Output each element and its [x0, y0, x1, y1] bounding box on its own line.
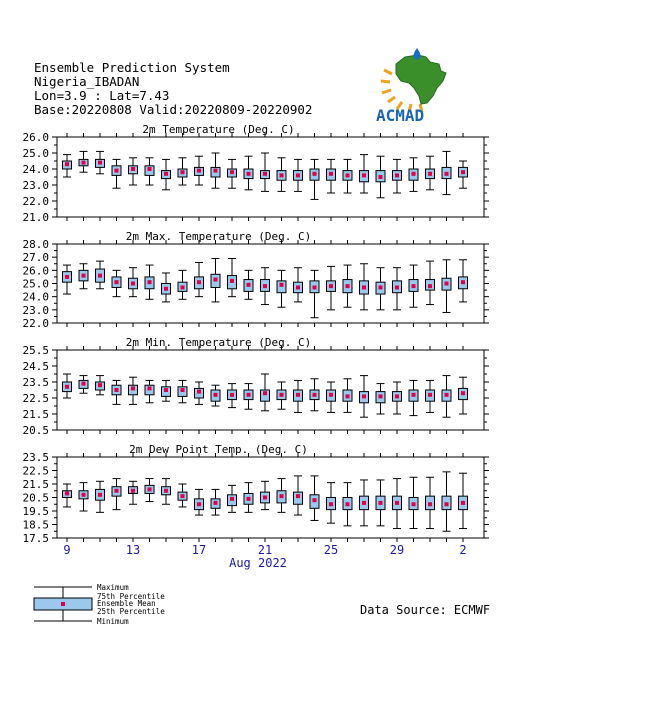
box-day-7: [162, 273, 171, 302]
y-tick-label: 25.0: [22, 147, 49, 160]
mean-marker: [329, 393, 333, 397]
mean-marker: [148, 167, 152, 171]
box-day-23: [426, 261, 435, 304]
mean-marker: [164, 172, 168, 176]
mean-marker: [131, 282, 135, 286]
box-day-1: [63, 155, 72, 177]
mean-marker: [98, 383, 102, 387]
box-day-1: [63, 265, 72, 294]
mean-marker: [296, 173, 300, 177]
box-day-11: [228, 159, 237, 188]
box-day-18: [343, 483, 352, 526]
mean-marker: [296, 494, 300, 498]
mean-marker: [247, 497, 251, 501]
box-day-19: [360, 264, 369, 310]
mean-marker: [131, 489, 135, 493]
box-day-3: [96, 376, 105, 395]
mean-marker: [263, 172, 267, 176]
mean-marker: [395, 173, 399, 177]
box-day-18: [343, 379, 352, 413]
mean-marker: [428, 172, 432, 176]
mean-marker: [82, 382, 86, 386]
y-tick-label: 20.5: [22, 491, 49, 505]
mean-marker: [115, 280, 119, 284]
mean-marker: [65, 491, 69, 495]
mean-marker: [346, 394, 350, 398]
box-day-4: [112, 159, 121, 188]
box-day-14: [277, 382, 286, 409]
mean-marker: [428, 393, 432, 397]
box-day-16: [310, 476, 319, 521]
box-day-17: [327, 266, 336, 309]
y-tick-label: 26.0: [22, 264, 49, 278]
mean-marker: [461, 280, 465, 284]
mean-marker: [230, 170, 234, 174]
box-day-24: [442, 151, 451, 194]
y-tick-label: 20.5: [22, 424, 49, 437]
panel-title: 2m Max. Temperature (Deg. C): [125, 230, 312, 243]
mean-marker: [412, 284, 416, 288]
box-day-7: [162, 380, 171, 401]
mean-marker: [197, 390, 201, 394]
box-day-11: [228, 258, 237, 296]
mean-marker: [461, 170, 465, 174]
legend-maximum: Maximum: [97, 583, 129, 592]
mean-marker: [230, 497, 234, 501]
mean-marker: [181, 170, 185, 174]
mean-marker: [313, 393, 317, 397]
acmad-logo: [376, 48, 446, 125]
box-day-17: [327, 483, 336, 524]
box-day-10: [211, 258, 220, 301]
box-day-12: [244, 270, 253, 299]
mean-marker: [362, 285, 366, 289]
mean-marker: [197, 169, 201, 173]
box-day-23: [426, 477, 435, 528]
mean-marker: [247, 393, 251, 397]
box-day-18: [343, 265, 352, 307]
box-day-1: [63, 484, 72, 507]
mean-marker: [214, 278, 218, 282]
mean-marker: [445, 502, 449, 506]
mean-marker: [115, 169, 119, 173]
legend-mean-marker: [61, 602, 65, 606]
mean-marker: [131, 386, 135, 390]
y-tick-label: 26.0: [22, 131, 49, 144]
box-day-4: [112, 270, 121, 296]
box-day-20: [376, 268, 385, 310]
box-day-13: [261, 268, 270, 305]
y-tick-label: 22.5: [22, 392, 49, 405]
iqr-box: [294, 492, 303, 504]
y-tick-label: 28.0: [22, 238, 49, 251]
box-day-7: [162, 479, 171, 505]
mean-marker: [362, 394, 366, 398]
header-coordinates: Lon=3.9 : Lat=7.43: [34, 88, 170, 103]
box-day-13: [261, 374, 270, 411]
mean-marker: [214, 501, 218, 505]
y-tick-label: 24.5: [22, 360, 49, 373]
box-day-24: [442, 472, 451, 531]
legend-p75: 75th Percentile: [97, 592, 165, 601]
box-day-18: [343, 159, 352, 193]
box-day-16: [310, 379, 319, 411]
box-day-15: [294, 476, 303, 515]
mean-marker: [445, 172, 449, 176]
mean-marker: [214, 393, 218, 397]
y-tick-label: 24.0: [22, 290, 49, 304]
africa-icon: [396, 55, 446, 104]
box-day-14: [277, 158, 286, 192]
mean-marker: [379, 175, 383, 179]
box-day-12: [244, 384, 253, 410]
box-day-7: [162, 159, 171, 189]
box-day-15: [294, 380, 303, 412]
box-day-15: [294, 268, 303, 302]
panel-frame: [57, 137, 484, 217]
panel-title: 2m Temperature (Deg. C): [142, 123, 295, 136]
mean-marker: [247, 172, 251, 176]
box-day-19: [360, 376, 369, 418]
box-day-6: [145, 158, 154, 185]
box-day-12: [244, 156, 253, 190]
mean-marker: [65, 385, 69, 389]
box-day-22: [409, 380, 418, 415]
panel-2: [23, 230, 490, 330]
box-day-6: [145, 380, 154, 402]
mean-marker: [296, 393, 300, 397]
x-tick-label: 17: [191, 543, 207, 557]
mean-marker: [428, 284, 432, 288]
box-day-21: [393, 382, 402, 414]
box-day-11: [228, 384, 237, 408]
mean-marker: [445, 393, 449, 397]
mean-marker: [313, 498, 317, 502]
mean-marker: [280, 173, 284, 177]
mean-marker: [164, 388, 168, 392]
box-day-22: [409, 265, 418, 307]
box-day-9: [195, 382, 204, 404]
mean-marker: [445, 282, 449, 286]
mean-marker: [115, 388, 119, 392]
data-source: Data Source: ECMWF: [360, 603, 491, 617]
box-day-5: [129, 377, 138, 404]
mean-marker: [313, 285, 317, 289]
box-day-3: [96, 151, 105, 173]
mean-marker: [197, 280, 201, 284]
box-day-19: [360, 155, 369, 193]
x-tick-label: 29: [389, 543, 405, 557]
box-day-17: [327, 382, 336, 412]
mean-marker: [214, 169, 218, 173]
mean-marker: [379, 285, 383, 289]
mean-marker: [197, 502, 201, 506]
mean-marker: [148, 487, 152, 491]
mean-marker: [181, 388, 185, 392]
box-day-20: [376, 384, 385, 414]
y-tick-label: 27.0: [22, 251, 49, 265]
mean-marker: [379, 501, 383, 505]
header-title: Ensemble Prediction System: [34, 60, 230, 75]
box-day-10: [211, 385, 220, 406]
x-tick-label: 13: [125, 543, 141, 557]
y-tick-label: 22.0: [22, 317, 49, 330]
mean-marker: [82, 493, 86, 497]
y-tick-label: 23.0: [22, 179, 49, 192]
box-day-13: [261, 481, 270, 509]
mean-marker: [148, 280, 152, 284]
box-day-21: [393, 159, 402, 193]
box-day-10: [211, 153, 220, 188]
box-day-24: [442, 376, 451, 418]
box-day-2: [79, 264, 88, 289]
box-day-25: [459, 260, 468, 302]
box-day-20: [376, 156, 385, 198]
x-tick-label: 2: [459, 543, 467, 557]
box-day-22: [409, 477, 418, 528]
mean-marker: [461, 501, 465, 505]
header-dates: Base:20220808 Valid:20220809-20220902: [34, 102, 313, 117]
mean-marker: [164, 489, 168, 493]
mean-marker: [230, 393, 234, 397]
panel-3: [23, 336, 490, 437]
mean-marker: [280, 393, 284, 397]
mean-marker: [115, 489, 119, 493]
mean-marker: [247, 283, 251, 287]
box-day-13: [261, 153, 270, 191]
mean-marker: [164, 287, 168, 291]
mean-marker: [82, 161, 86, 165]
box-day-9: [195, 489, 204, 515]
panel-frame: [57, 457, 484, 538]
legend-p25: 25th Percentile: [97, 607, 165, 616]
panel-1: [23, 123, 490, 224]
box-day-16: [310, 159, 319, 199]
mean-marker: [263, 284, 267, 288]
box-day-5: [129, 481, 138, 504]
mean-marker: [362, 501, 366, 505]
y-tick-label: 24.0: [22, 163, 49, 176]
box-day-23: [426, 380, 435, 412]
mean-marker: [280, 494, 284, 498]
box-day-11: [228, 485, 237, 512]
box-day-3: [96, 481, 105, 512]
y-tick-label: 18.5: [22, 518, 49, 532]
mean-marker: [346, 284, 350, 288]
mean-marker: [263, 391, 267, 395]
mean-marker: [346, 173, 350, 177]
box-day-10: [211, 489, 220, 515]
box-day-5: [129, 158, 138, 185]
mean-marker: [98, 493, 102, 497]
water-drop-icon: [413, 48, 420, 60]
box-day-12: [244, 483, 253, 513]
mean-marker: [412, 393, 416, 397]
box-day-25: [459, 377, 468, 414]
logo-text: ACMAD: [376, 106, 425, 125]
mean-marker: [296, 285, 300, 289]
mean-marker: [329, 172, 333, 176]
box-day-9: [195, 262, 204, 296]
box-day-19: [360, 480, 369, 526]
mean-marker: [412, 172, 416, 176]
mean-marker: [148, 386, 152, 390]
x-tick-label: 21: [257, 543, 273, 557]
box-day-4: [112, 380, 121, 404]
box-day-9: [195, 156, 204, 185]
box-day-8: [178, 158, 187, 185]
mean-marker: [395, 394, 399, 398]
x-tick-label: 25: [323, 543, 339, 557]
y-tick-label: 21.5: [22, 408, 49, 421]
box-day-24: [442, 260, 451, 313]
x-tick-label: 9: [63, 543, 71, 557]
panel-4: [23, 443, 490, 545]
mean-marker: [428, 502, 432, 506]
y-tick-label: 22.5: [22, 464, 49, 478]
box-day-21: [393, 479, 402, 529]
mean-marker: [230, 279, 234, 283]
box-day-20: [376, 480, 385, 526]
box-day-22: [409, 158, 418, 192]
mean-marker: [263, 496, 267, 500]
mean-marker: [313, 172, 317, 176]
box-day-5: [129, 268, 138, 297]
y-tick-label: 23.5: [22, 376, 49, 389]
box-day-6: [145, 265, 154, 299]
y-tick-label: 17.5: [22, 532, 49, 545]
mean-marker: [346, 502, 350, 506]
box-day-21: [393, 268, 402, 310]
legend-minimum: Minimum: [97, 617, 129, 626]
mean-marker: [362, 173, 366, 177]
box-day-23: [426, 156, 435, 190]
box-day-6: [145, 479, 154, 502]
box-day-1: [63, 374, 72, 398]
box-day-14: [277, 270, 286, 307]
mean-marker: [98, 161, 102, 165]
mean-marker: [280, 283, 284, 287]
panel-title: 2m Dew Point Temp. (Deg. C): [129, 443, 308, 456]
y-tick-label: 22.0: [22, 195, 49, 208]
legend: [34, 583, 165, 626]
box-day-2: [79, 483, 88, 511]
y-tick-label: 25.0: [22, 277, 49, 291]
box-day-15: [294, 159, 303, 191]
box-day-25: [459, 161, 468, 188]
y-tick-label: 23.0: [22, 303, 49, 317]
mean-marker: [65, 162, 69, 166]
legend-mean: Ensemble Mean: [97, 599, 156, 608]
panel-title: 2m Min. Temperature (Deg. C): [125, 336, 312, 349]
y-tick-label: 19.5: [22, 505, 49, 518]
box-day-8: [178, 380, 187, 402]
mean-marker: [181, 285, 185, 289]
mean-marker: [181, 494, 185, 498]
mean-marker: [329, 284, 333, 288]
mean-marker: [82, 274, 86, 278]
box-day-17: [327, 159, 336, 193]
mean-marker: [461, 391, 465, 395]
header-location: Nigeria_IBADAN: [34, 74, 140, 89]
box-day-25: [459, 473, 468, 528]
mean-marker: [131, 167, 135, 171]
y-tick-label: 23.5: [22, 451, 49, 464]
box-day-8: [178, 270, 187, 299]
y-tick-label: 21.0: [22, 211, 49, 224]
mean-marker: [395, 285, 399, 289]
box-day-16: [310, 270, 319, 317]
mean-marker: [329, 502, 333, 506]
y-tick-label: 21.5: [22, 478, 49, 491]
y-tick-label: 25.5: [22, 344, 49, 357]
box-day-3: [96, 261, 105, 289]
box-day-8: [178, 484, 187, 507]
mean-marker: [412, 502, 416, 506]
panels-group: [23, 123, 490, 557]
mean-marker: [65, 275, 69, 279]
mean-marker: [379, 394, 383, 398]
box-day-4: [112, 479, 121, 510]
mean-marker: [98, 274, 102, 278]
box-day-2: [79, 376, 88, 394]
box-day-14: [277, 479, 286, 513]
box-day-2: [79, 151, 88, 172]
x-axis-label: Aug 2022: [229, 556, 287, 570]
mean-marker: [395, 501, 399, 505]
